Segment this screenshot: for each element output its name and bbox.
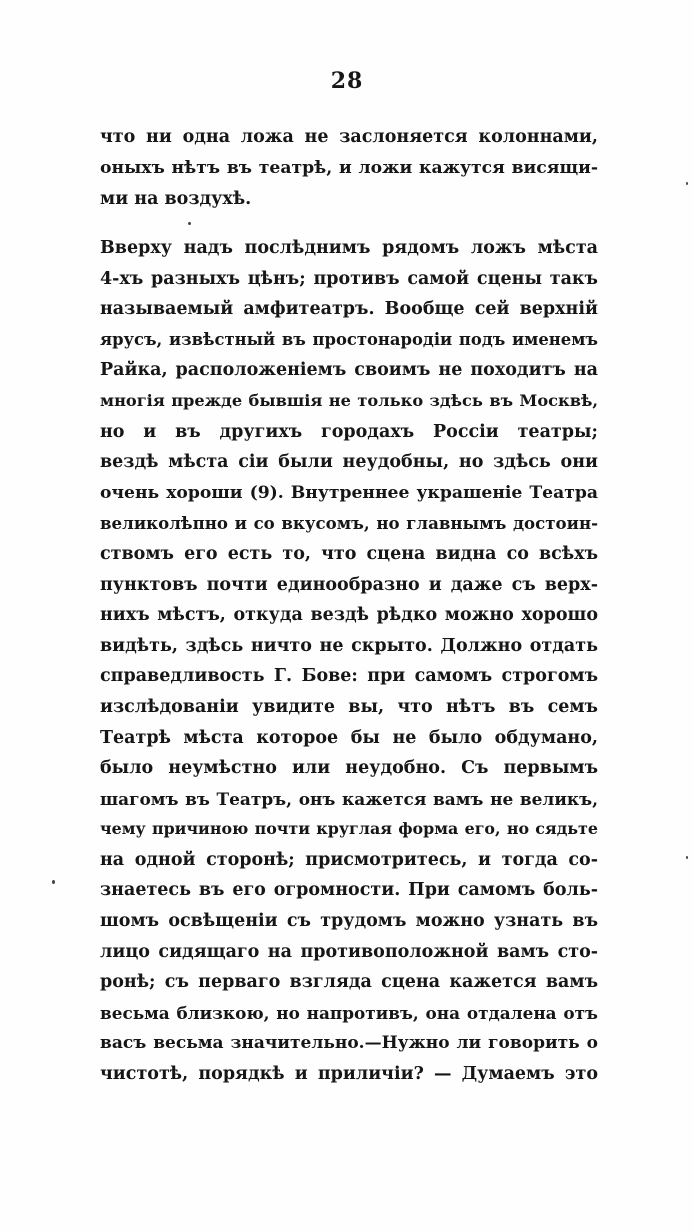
paragraph-2 [100, 233, 598, 1090]
text-line: видѣть, здѣсь ничто не скрыто. Должно отдать [100, 635, 598, 656]
text-line: ронѣ; съ перваго взгляда сцена кажется вамъ [100, 972, 598, 993]
text-line: васъ весьма значительно.—Нужно ли говорить о [100, 1033, 598, 1054]
text-line: весьма близкою, но напротивъ, она отдалена отъ [100, 1002, 598, 1023]
text-line: шагомъ въ Театръ, онъ кажется вамъ не великъ, [100, 788, 598, 809]
text-line: справедливость Г. Бове: при самомъ строгомъ [100, 666, 598, 687]
text-line: Театрѣ мѣста которое бы не было обдумано, [100, 727, 598, 748]
text-line: пунктовъ почти единообразно и даже съ верх- [100, 574, 598, 595]
text-line: Вверху надъ послѣднимъ рядомъ ложъ мѣста [100, 238, 598, 258]
text-line: лицо сидящаго на противоположной вамъ сто- [100, 941, 598, 962]
text-line: очень хороши (9). Внутреннее украшенiе Театра [100, 482, 598, 503]
ink-speck [52, 880, 55, 884]
text-line: многiя прежде бывшiя не только здѣсь въ Москвѣ, [100, 390, 598, 410]
text-line: изслѣдованiи увидите вы, что нѣтъ въ семъ [100, 696, 598, 717]
text-line: на одной сторонѣ; присмотритесь, и тогда со- [100, 849, 598, 870]
ink-speck [686, 856, 688, 859]
text-line: ствомъ его есть то, что сцена видна со всѣхъ [100, 543, 598, 564]
text-line: чему причиною почти круглая форма его, но сядьте [100, 819, 598, 839]
page-number: 28 [330, 68, 364, 94]
text-line: знаетесь въ его огромности. При самомъ боль- [100, 880, 598, 901]
text-line: шомъ освѣщенiи съ трудомъ можно узнать въ [100, 911, 598, 932]
paragraph-1 [100, 122, 598, 215]
text-line: ми на воздухѣ. [100, 189, 252, 209]
ink-speck [686, 182, 688, 185]
text-line: нихъ мѣстъ, откуда вездѣ рѣдко можно хорошо [100, 605, 598, 626]
text-line: оныхъ нѣтъ въ театрѣ, и ложи кажутся висящи- [100, 158, 598, 178]
text-line: вездѣ мѣста сiи были неудобны, но здѣсь они [100, 452, 598, 473]
text-line: что ни одна ложа не заслоняется колоннами, [100, 127, 598, 147]
text-line: было неумѣстно или неудобно. Съ первымъ [100, 758, 598, 779]
text-line: великолѣпно и со вкусомъ, но главнымъ достоин- [100, 513, 598, 534]
text-line: ярусъ, извѣстный въ простонародiи подъ именемъ [100, 329, 598, 349]
text-line: называемый амфитеатръ. Вообще сей верхнiй [100, 299, 598, 320]
text-line: чистотѣ, порядкѣ и приличiи? — Думаемъ это [100, 1064, 598, 1085]
text-line: но и въ другихъ городахъ Россiи театры; [100, 421, 598, 442]
text-line: 4-хъ разныхъ цѣнъ; противъ самой сцены такъ [100, 268, 598, 289]
ink-speck [188, 222, 191, 225]
text-line: Райка, расположенiемъ своимъ не походитъ на [100, 360, 598, 381]
